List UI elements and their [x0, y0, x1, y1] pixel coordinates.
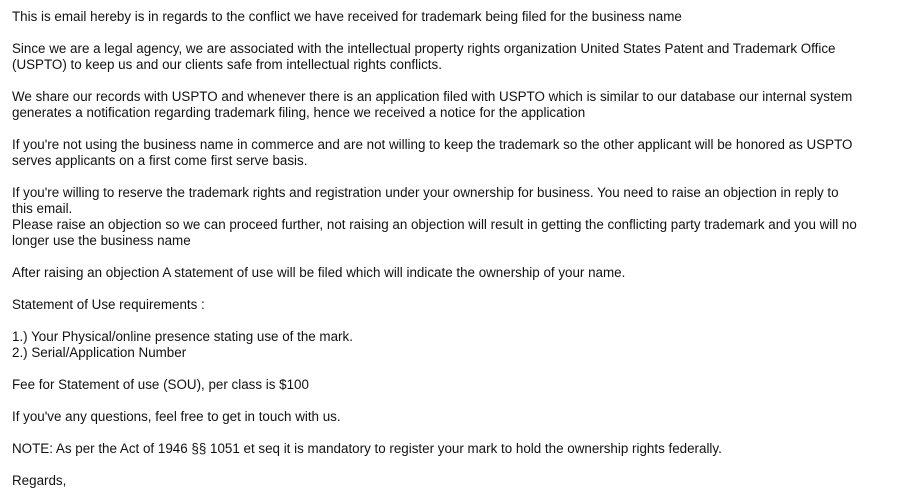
email-body — [12, 9, 897, 489]
objection-line-4: longer use the business name — [12, 233, 191, 248]
paragraph-gap — [12, 169, 897, 185]
agency-line-1: Since we are a legal agency, we are associated with the intellectual property rights organization United States Patent and Trademark Office — [12, 41, 836, 56]
paragraph-gap — [12, 425, 897, 441]
note-line: NOTE: As per the Act of 1946 §§ 1051 et seq it is mandatory to register your mark to hold the ownership rights federally. — [12, 441, 722, 456]
records-line-2: generates a notification regarding trademark filing, hence we received a notice for the application — [12, 105, 586, 120]
requirements-heading: Statement of Use requirements : — [12, 297, 205, 312]
intro-line: This is email hereby is in regards to the conflict we have received for trademark being filed for the business name — [12, 9, 682, 24]
paragraph-gap — [12, 281, 897, 297]
requirement-item: 1.) Your Physical/online presence stating use of the mark. — [12, 329, 353, 344]
fee-line: Fee for Statement of use (SOU), per class is $100 — [12, 377, 309, 392]
paragraph-gap — [12, 393, 897, 409]
paragraph-gap — [12, 361, 897, 377]
paragraph-gap — [12, 457, 897, 473]
agency-line-2: (USPTO) to keep us and our clients safe from intellectual rights conflicts. — [12, 57, 442, 72]
records-line-1: We share our records with USPTO and whenever there is an application filed with USPTO which is similar to our database our internal system — [12, 89, 853, 104]
commerce-line-2: serves applicants on a first come first serve basis. — [12, 153, 308, 168]
statement-of-use-line: After raising an objection A statement of use will be filed which will indicate the ownership of your name. — [12, 265, 626, 280]
questions-line: If you've any questions, feel free to get in touch with us. — [12, 409, 341, 424]
paragraph-gap — [12, 73, 897, 89]
closing-line: Regards, — [12, 473, 67, 488]
objection-line-1: If you're willing to reserve the trademark rights and registration under your ownership for business. You need to raise an objection in reply to — [12, 185, 839, 200]
paragraph-gap — [12, 25, 897, 41]
requirement-item: 2.) Serial/Application Number — [12, 345, 187, 360]
commerce-line-1: If you're not using the business name in commerce and are not willing to keep the trademark so the other applicant will be honored as USPTO — [12, 137, 853, 152]
paragraph-gap — [12, 313, 897, 329]
objection-line-2: this email. — [12, 201, 73, 216]
objection-line-3: Please raise an objection so we can proceed further, not raising an objection will result in getting the conflicting party trademark and you will no — [12, 217, 857, 232]
paragraph-gap — [12, 249, 897, 265]
paragraph-gap — [12, 121, 897, 137]
